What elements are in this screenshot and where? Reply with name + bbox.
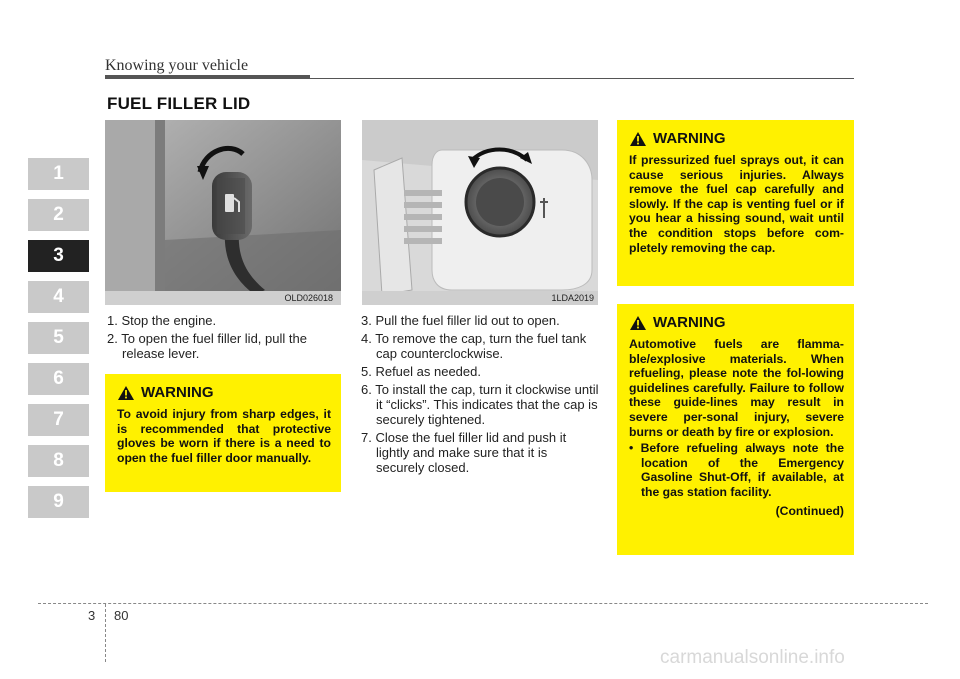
section-title: FUEL FILLER LID — [107, 94, 251, 113]
fuel-cap-photo — [362, 120, 598, 305]
chapter-tab-1[interactable]: 1 — [28, 158, 89, 190]
step-7: 7. Close the fuel filler lid and push it lightly and make sure that it is securely closed. — [361, 430, 567, 475]
warning-text: To avoid injury from sharp edges, it is recommended that protective gloves be worn if there is a need to open the fuel filler door manually. — [117, 407, 331, 465]
chapter-tab-3[interactable]: 3 — [28, 240, 89, 272]
step-3: 3. Pull the fuel filler lid out to open. — [361, 313, 560, 328]
release-lever-photo — [105, 120, 341, 305]
warning-triangle-icon — [629, 131, 647, 147]
header-bar — [105, 75, 310, 79]
footer-page-number: 80 — [114, 608, 129, 623]
warning-title: WARNING — [117, 384, 331, 401]
header-rule — [310, 78, 854, 79]
footer-divider — [105, 604, 106, 662]
warning-box-gloves — [105, 374, 341, 492]
release-lever-illustration — [105, 120, 341, 305]
continued-label: (Continued) — [775, 503, 844, 518]
step-5: 5. Refuel as needed. — [361, 364, 481, 379]
footer-rule — [38, 603, 928, 604]
chapter-tab-5[interactable]: 5 — [28, 322, 89, 354]
fuel-cap-illustration — [362, 120, 598, 305]
chapter-tab-2[interactable]: 2 — [28, 199, 89, 231]
chapter-tab-9[interactable]: 9 — [28, 486, 89, 518]
step-1: 1. Stop the engine. — [107, 313, 217, 328]
photo-code-right: 1LDA2019 — [551, 293, 594, 303]
chapter-tab-8[interactable]: 8 — [28, 445, 89, 477]
step-6: 6. To install the cap, turn it clockwise until it “clicks”. This indicates that the cap is securely tightened. — [361, 382, 599, 427]
warning-box-pressurized-fuel — [617, 120, 854, 286]
warning-title: WARNING — [629, 314, 844, 331]
warning-box-flammable-fuel — [617, 304, 854, 555]
site-watermark: carmanualsonline.info — [660, 647, 845, 668]
warning-title: WARNING — [629, 130, 844, 147]
warning-triangle-icon — [117, 385, 135, 401]
warning-text: Automotive fuels are flamma-ble/explosive materials. When refueling, please note the fol-lowing guidelines carefully. Failure to follow these guide-lines may result in severe per-sonal injury, severe burns or death by fire or explosion. — [629, 337, 844, 439]
photo-code-left: OLD026018 — [284, 293, 333, 303]
chapter-tab-6[interactable]: 6 — [28, 363, 89, 395]
footer-chapter-number: 3 — [88, 608, 96, 623]
step-2: 2. To open the fuel filler lid, pull the release lever. — [107, 331, 307, 361]
warning-text: If pressurized fuel sprays out, it can cause serious injuries. Always remove the fuel cap carefully and slowly. If the cap is venting fuel or if you hear a hissing sound, wait until the condition stops before com-pletely removing the cap. — [629, 153, 844, 255]
page-header-title: Knowing your vehicle — [105, 57, 249, 74]
step-4: 4. To remove the cap, turn the fuel tank cap counterclockwise. — [361, 331, 587, 361]
steps-left — [107, 313, 342, 364]
chapter-tab-4[interactable]: 4 — [28, 281, 89, 313]
chapter-tab-7[interactable]: 7 — [28, 404, 89, 436]
warning-bullet: • Before refueling always note the location of the Emergency Gasoline Shut-Off, if available, at the gas station facility. — [629, 441, 844, 499]
steps-right — [361, 313, 599, 478]
warning-triangle-icon — [629, 315, 647, 331]
